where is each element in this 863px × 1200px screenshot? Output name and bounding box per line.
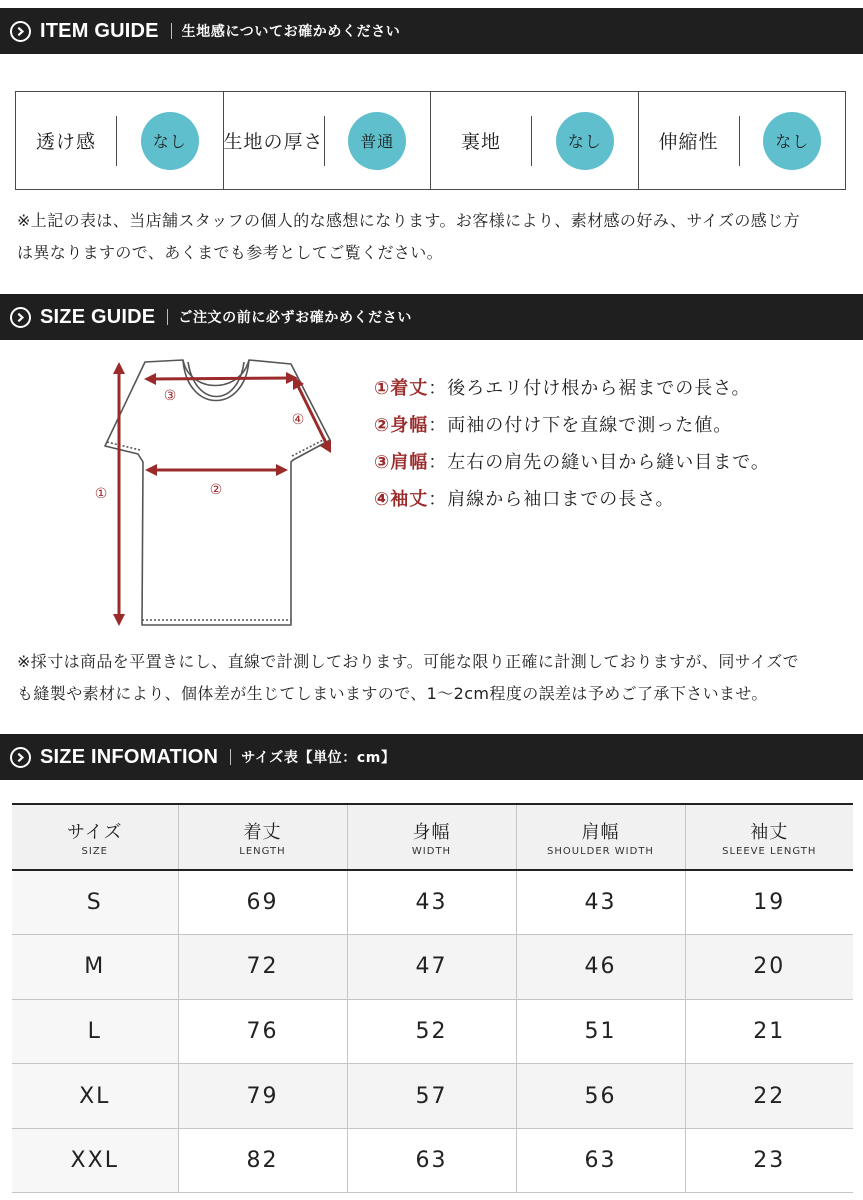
item-guide-title: ITEM GUIDE	[40, 19, 159, 42]
size-cell: S	[12, 870, 178, 935]
size-guide-header	[0, 294, 863, 340]
fabric-guide-table	[15, 91, 846, 190]
size-cell: L	[12, 999, 178, 1064]
table-cell: 22	[685, 1064, 853, 1129]
shoulder-arrow	[151, 378, 291, 379]
table-row	[12, 1128, 853, 1193]
table-cell: 43	[516, 870, 685, 935]
legend-item	[374, 479, 770, 516]
legend-desc: ：両袖の付け下を直線で測った値。	[428, 414, 733, 436]
note-line: ※上記の表は、当店舗スタッフの個人的な感想になります。お客様により、素材感の好み、サイズの感じ方	[17, 211, 801, 230]
marker-width: ②	[209, 482, 223, 498]
size-cell: M	[12, 935, 178, 1000]
item-guide-subtitle: 生地感についてお確かめください	[181, 24, 401, 40]
size-info-title: SIZE INFOMATION	[40, 745, 219, 768]
legend-key: ②身幅	[374, 414, 429, 436]
guide-cell-thickness	[224, 92, 432, 189]
table-cell: 63	[516, 1128, 685, 1193]
legend-desc: ：後ろエリ付け根から裾までの長さ。	[428, 377, 751, 399]
guide-value-badge: 普通	[348, 112, 406, 170]
size-guide-note	[17, 646, 847, 710]
column-header-size: サイズ SIZE	[12, 804, 178, 870]
note-line: ※採寸は商品を平置きにし、直線で計測しております。可能な限り正確に計測しておりますが、同サイズで	[17, 652, 800, 671]
table-cell: 51	[516, 999, 685, 1064]
note-line: も縫製や素材により、個体差が生じてしまいますので、1〜2cm程度の誤差は予めご了承下さいませ。	[17, 684, 768, 703]
guide-label: 伸縮性	[658, 131, 719, 153]
table-cell: 82	[178, 1128, 347, 1193]
legend-desc: ：肩線から袖口までの長さ。	[428, 488, 675, 510]
measurement-legend	[374, 368, 770, 516]
size-cell: XXL	[12, 1128, 178, 1193]
table-cell: 43	[347, 870, 516, 935]
guide-cell-stretch	[639, 92, 846, 189]
table-row	[12, 1064, 853, 1129]
table-cell: 19	[685, 870, 853, 935]
legend-item	[374, 405, 770, 442]
header-divider	[167, 309, 168, 325]
guide-label: 透け感	[35, 131, 96, 153]
table-cell: 57	[347, 1064, 516, 1129]
table-cell: 69	[178, 870, 347, 935]
chevron-right-icon	[10, 307, 31, 328]
table-cell: 79	[178, 1064, 347, 1129]
size-table-header-row	[12, 804, 853, 870]
table-cell: 72	[178, 935, 347, 1000]
table-cell: 63	[347, 1128, 516, 1193]
legend-item	[374, 368, 770, 405]
column-header-length: 着丈 LENGTH	[178, 804, 347, 870]
size-guide-subtitle: ご注文の前に必ずお確かめください	[178, 310, 412, 326]
column-header-shoulder-width: 肩幅 SHOULDER WIDTH	[516, 804, 685, 870]
legend-desc: ：左右の肩先の縫い目から縫い目まで。	[428, 451, 770, 473]
column-header-sleeve-length: 袖丈 SLEEVE LENGTH	[685, 804, 853, 870]
guide-value-badge: なし	[141, 112, 199, 170]
tshirt-measurement-diagram	[95, 352, 340, 634]
guide-value-badge: なし	[763, 112, 821, 170]
marker-sleeve: ④	[291, 412, 305, 428]
table-cell: 46	[516, 935, 685, 1000]
table-cell: 47	[347, 935, 516, 1000]
legend-item	[374, 442, 770, 479]
marker-length: ①	[95, 486, 108, 502]
column-header-width: 身幅 WIDTH	[347, 804, 516, 870]
header-divider	[230, 749, 231, 765]
table-row	[12, 999, 853, 1064]
table-cell: 52	[347, 999, 516, 1064]
legend-key: ①着丈	[374, 377, 429, 399]
guide-value-badge: なし	[556, 112, 614, 170]
item-guide-note	[17, 205, 847, 269]
size-table	[12, 803, 853, 1193]
item-guide-header	[0, 8, 863, 54]
legend-key: ③肩幅	[374, 451, 429, 473]
table-cell: 23	[685, 1128, 853, 1193]
table-cell: 56	[516, 1064, 685, 1129]
size-cell: XL	[12, 1064, 178, 1129]
header-divider	[171, 23, 172, 39]
marker-shoulder: ③	[163, 388, 177, 404]
table-cell: 21	[685, 999, 853, 1064]
table-row	[12, 870, 853, 935]
table-cell: 20	[685, 935, 853, 1000]
chevron-right-icon	[10, 747, 31, 768]
guide-label: 裏地	[460, 131, 501, 153]
legend-key: ④袖丈	[374, 488, 429, 510]
guide-cell-lining	[431, 92, 639, 189]
table-cell: 76	[178, 999, 347, 1064]
size-info-header	[0, 734, 863, 780]
table-row	[12, 935, 853, 1000]
note-line: は異なりますので、あくまでも参考としてご覧ください。	[17, 243, 444, 262]
size-guide-title: SIZE GUIDE	[40, 305, 156, 328]
guide-label: 生地の厚さ	[223, 131, 324, 153]
guide-cell-sheer	[16, 92, 224, 189]
chevron-right-icon	[10, 21, 31, 42]
size-info-subtitle: サイズ表【単位：cm】	[241, 750, 396, 766]
